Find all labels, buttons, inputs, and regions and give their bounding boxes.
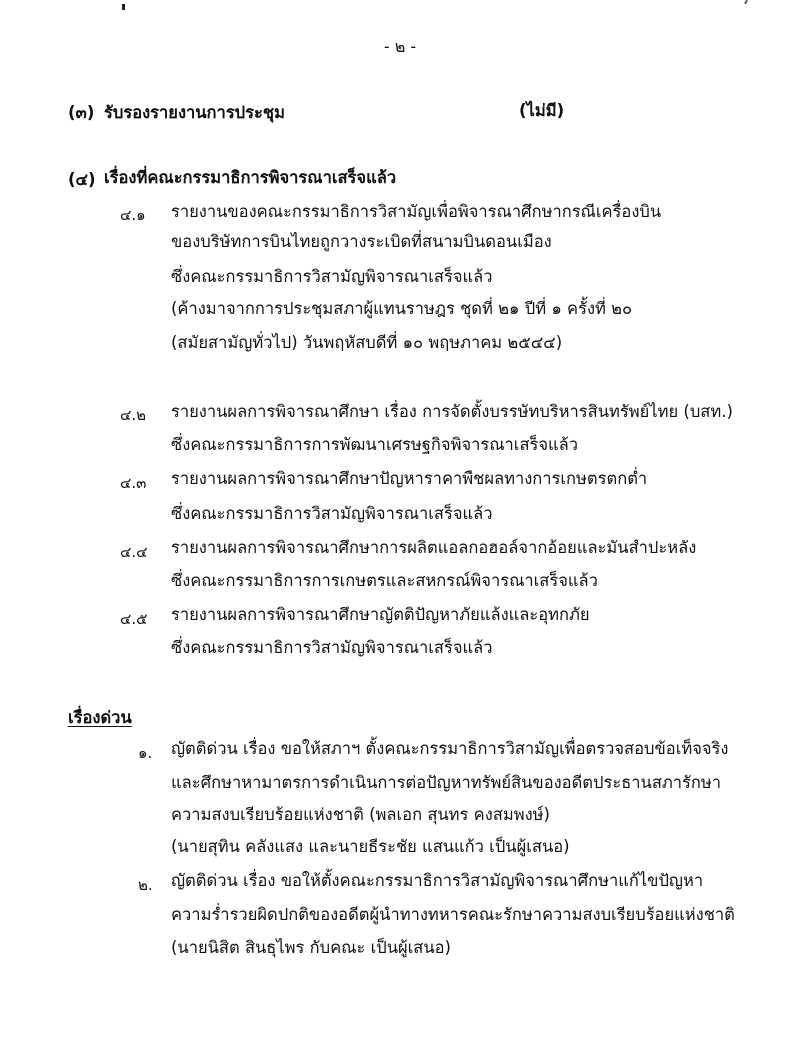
item-text-line: (นายนิสิต สินธุไพร กับคณะ เป็นผู้เสนอ)	[171, 938, 451, 957]
section-4-title: เรื่องที่คณะกรรมาธิการพิจารณาเสร็จแล้ว	[104, 168, 397, 187]
item-text-line: รายงานผลการพิจารณาศึกษาปัญหาราคาพืชผลทางการเกษตรตกต่ำ	[171, 469, 648, 488]
scan-mark	[122, 4, 125, 10]
item-text-line: ซึ่งคณะกรรมาธิการการพัฒนาเศรษฐกิจพิจารณาเสร็จแล้ว	[171, 435, 579, 454]
item-text-line: รายงานผลการพิจารณาศึกษา เรื่อง การจัดตั้งบรรษัทบริหารสินทรัพย์ไทย (บสท.)	[171, 402, 733, 421]
item-text-line: (นายสุทิน คลังแสง และนายธีระชัย แสนแก้ว เป็นผู้เสนอ)	[171, 837, 570, 856]
section-3-status: (ไม่มี)	[519, 101, 565, 120]
item-number: ๔.๓	[120, 474, 147, 492]
item-text-line: และศึกษาหามาตรการดำเนินการต่อปัญหาทรัพย์สินของอดีตประธานสภารักษา	[171, 773, 722, 792]
page-number: - ๒ -	[383, 37, 417, 56]
item-text-line: รายงานของคณะกรรมาธิการวิสามัญเพื่อพิจารณาศึกษากรณีเครื่องบิน	[171, 202, 662, 221]
section-4-number: (๔)	[68, 170, 96, 189]
item-text-line: ความสงบเรียบร้อยแห่งชาติ (พลเอก สุนทร คงสมพงษ์)	[171, 805, 550, 824]
section-3-title: รับรองรายงานการประชุม	[104, 103, 285, 122]
item-number: ๔.๒	[120, 406, 147, 424]
item-text-line: ญัตติด่วน เรื่อง ขอให้สภาฯ ตั้งคณะกรรมาธิการวิสามัญเพื่อตรวจสอบข้อเท็จจริง	[171, 739, 729, 758]
item-text-line: ซึ่งคณะกรรมาธิการวิสามัญพิจารณาเสร็จแล้ว	[171, 504, 493, 523]
item-text-line: รายงานผลการพิจารณาศึกษาการผลิตแอลกอฮอล์จากอ้อยและมันสำปะหลัง	[171, 538, 697, 557]
item-text-line: ญัตติด่วน เรื่อง ขอให้ตั้งคณะกรรมาธิการวิสามัญพิจารณาศึกษาแก้ไขปัญหา	[171, 871, 704, 890]
scan-mark	[744, 0, 748, 4]
item-number: ๔.๕	[120, 610, 148, 628]
urgent-section-title: เรื่องด่วน	[68, 708, 132, 727]
item-number: ๒.	[138, 876, 153, 894]
item-text-line: ความร่ำรวยผิดปกติของอดีตผู้นำทางทหารคณะรักษาความสงบเรียบร้อยแห่งชาติ	[171, 905, 735, 924]
item-text-line: ของบริษัทการบินไทยถูกวางระเบิดที่สนามบินดอนเมือง	[171, 232, 552, 251]
item-number: ๑.	[138, 744, 153, 762]
item-text-line: รายงานผลการพิจารณาศึกษาญัตติปัญหาภัยแล้งและอุทกภัย	[171, 605, 590, 624]
item-text-line: (ค้างมาจากการประชุมสภาผู้แทนราษฎร ชุดที่ ๒๑ ปีที่ ๑ ครั้งที่ ๒๐	[171, 299, 633, 318]
section-3-number: (๓)	[68, 103, 95, 122]
item-text-line: ซึ่งคณะกรรมาธิการการเกษตรและสหกรณ์พิจารณาเสร็จแล้ว	[171, 571, 598, 590]
item-number: ๔.๔	[120, 543, 148, 561]
item-text-line: ซึ่งคณะกรรมาธิการวิสามัญพิจารณาเสร็จแล้ว	[171, 638, 493, 657]
item-number: ๔.๑	[120, 206, 146, 224]
item-text-line: (สมัยสามัญทั่วไป) วันพฤหัสบดีที่ ๑๐ พฤษภาคม ๒๕๔๔)	[171, 333, 563, 352]
item-text-line: ซึ่งคณะกรรมาธิการวิสามัญพิจารณาเสร็จแล้ว	[171, 267, 493, 286]
